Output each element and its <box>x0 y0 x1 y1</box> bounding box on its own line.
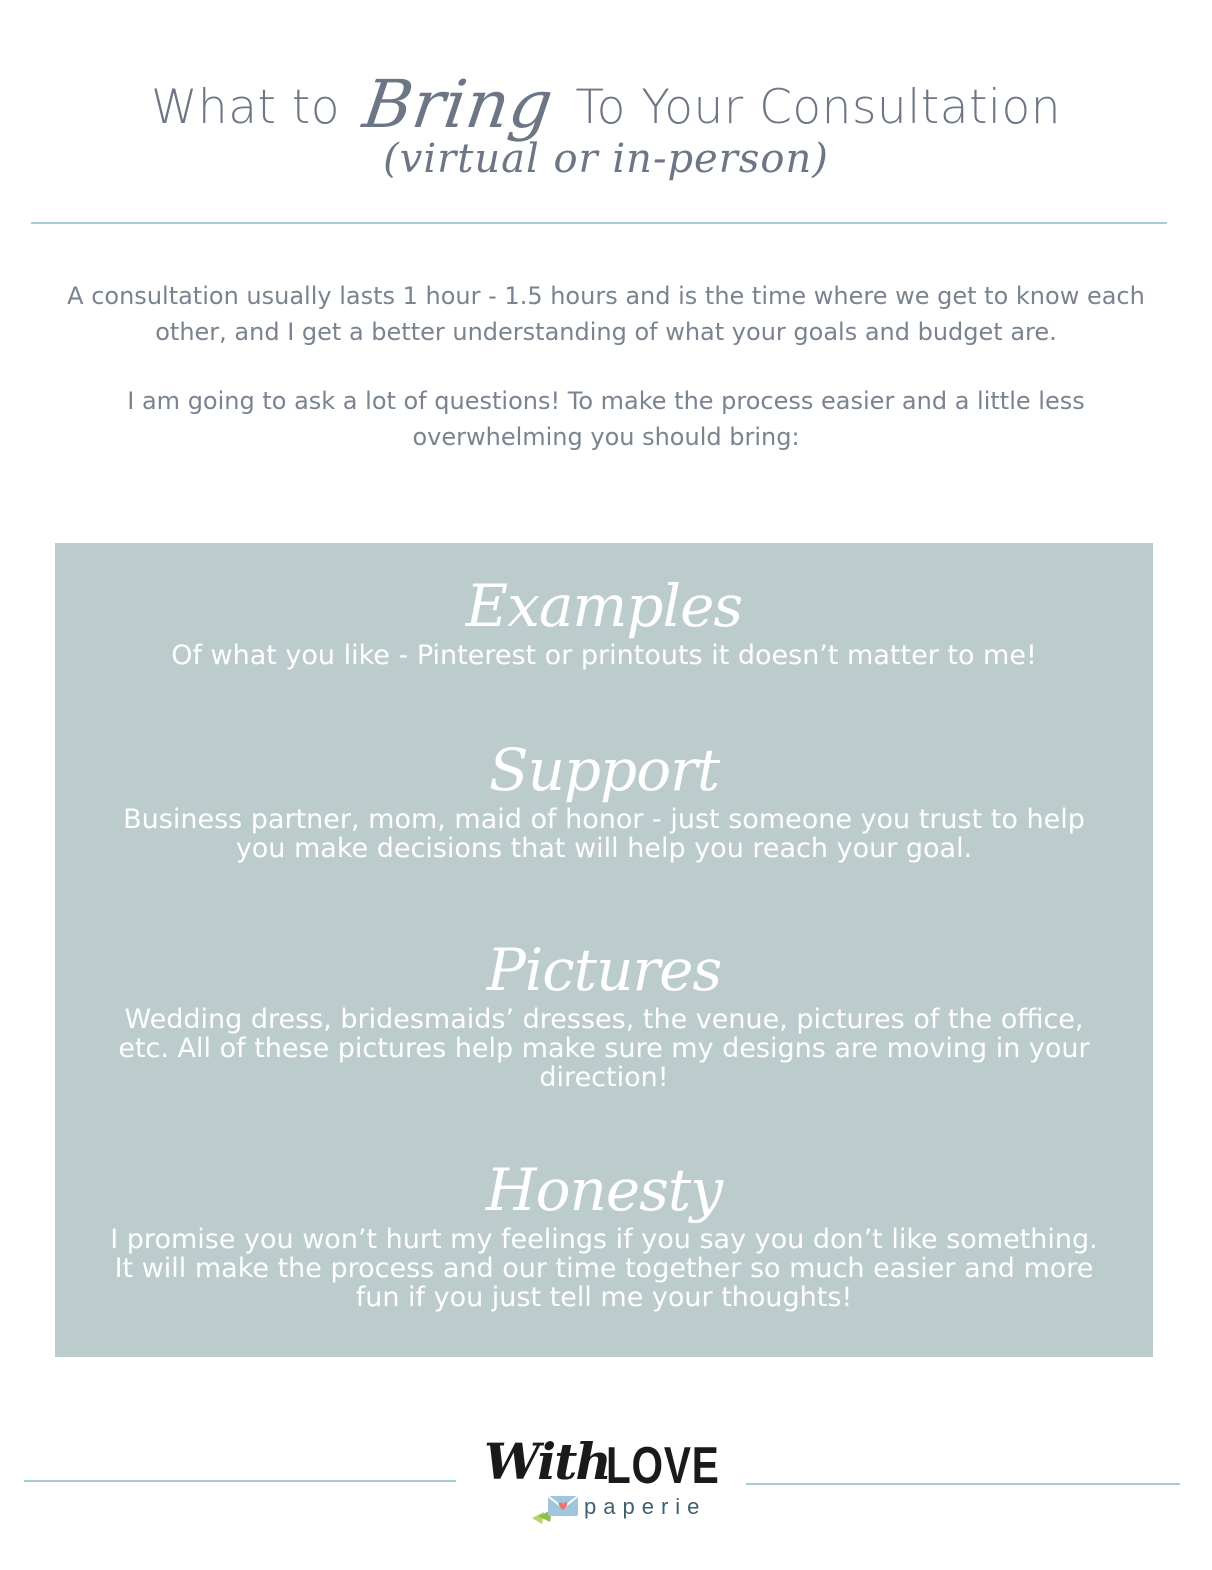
title-tail: To Your Consultation <box>575 80 1062 135</box>
item-body: Wedding dress, bridesmaids’ dresses, the venue, pictures of the office, etc. All of these pictures help make sure my designs are moving in your direction! <box>118 1004 1090 1093</box>
logo-love-text: LOVE <box>606 1437 720 1495</box>
item-heading: Pictures <box>486 936 722 1004</box>
header-divider <box>31 222 1167 224</box>
item-body: I promise you won’t hurt my feelings if you say you don’t like something. It will make the process and our time together so much easier and more fun if you just tell me your thoughts! <box>110 1224 1098 1313</box>
intro-paragraph-2: I am going to ask a lot of questions! To make the process easier and a little less overwhelming you should bring: <box>127 387 1085 451</box>
item-heading: Support <box>488 736 720 804</box>
item-support <box>55 735 1153 863</box>
item-heading: Examples <box>465 572 743 640</box>
title-lead: What to <box>150 80 341 135</box>
envelope-heart-icon <box>530 1490 580 1526</box>
item-body: Of what you like - Pinterest or printouts it doesn’t matter to me! <box>171 640 1037 671</box>
intro-paragraph-1: A consultation usually lasts 1 hour - 1.5 hours and is the time where we get to know each other, and I get a better understanding of what your goals and budget are. <box>67 282 1145 346</box>
item-examples <box>55 571 1153 670</box>
intro-text <box>40 278 1172 488</box>
footer-divider-right <box>746 1483 1180 1485</box>
footer-divider-left <box>24 1480 456 1482</box>
brand-logo <box>480 1430 740 1540</box>
item-body: Business partner, mom, maid of honor - just someone you trust to help you make decisions that will help you reach your goal. <box>123 804 1085 864</box>
logo-with-text: With <box>484 1432 610 1491</box>
item-pictures <box>55 935 1153 1092</box>
page-title <box>0 62 1212 143</box>
item-honesty <box>55 1155 1153 1312</box>
item-heading: Honesty <box>485 1156 723 1224</box>
title-script-word: Bring <box>358 66 558 143</box>
checklist-panel <box>55 543 1153 1357</box>
logo-paperie-text: paperie <box>584 1494 707 1519</box>
page-subtitle: (virtual or in-person) <box>383 136 829 182</box>
